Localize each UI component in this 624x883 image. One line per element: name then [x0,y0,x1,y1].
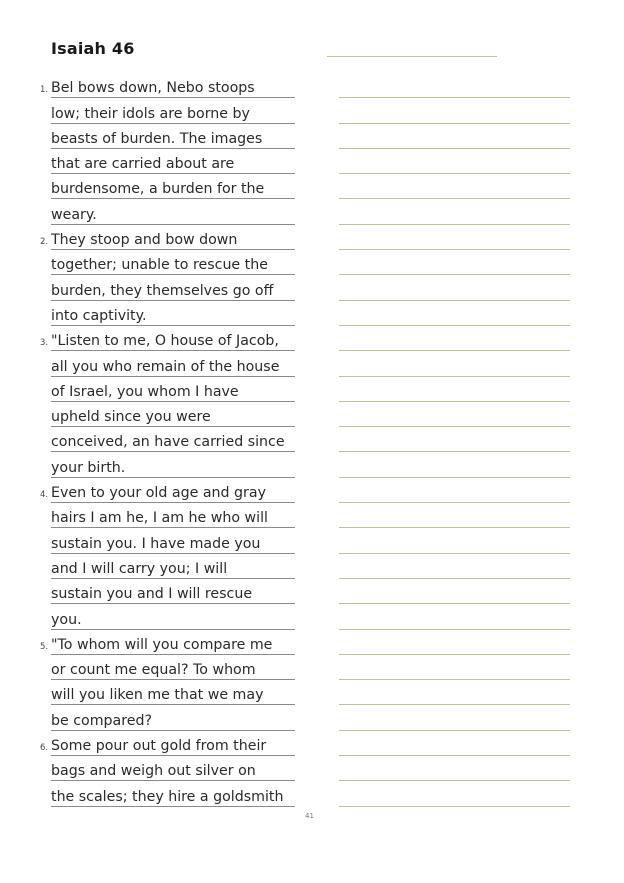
verse-line [0,73,300,98]
writing-line[interactable] [339,478,570,503]
verse-line-text: be compared? [51,712,153,729]
verse-line [0,149,300,174]
verse-line-text: conceived, an have carried since [51,434,285,451]
verse-line-text: your birth. [51,459,126,476]
verse-line [0,98,300,123]
verse-number: 5. [40,641,49,652]
verse-line-text: Some pour out gold from their [51,738,267,755]
page-title: Isaiah 46 [51,39,135,58]
verse-line [0,377,300,402]
writing-line-rule [339,806,570,807]
verse-line-text: beasts of burden. The images [51,130,263,147]
writing-line[interactable] [339,452,570,477]
writing-line[interactable] [339,301,570,326]
writing-line[interactable] [339,604,570,629]
verse-line [0,275,300,300]
verse-line [0,402,300,427]
verse-number: 6. [40,743,49,754]
verse-line-text: low; their idols are borne by [51,105,250,122]
writing-line[interactable] [339,377,570,402]
verse-line [0,680,300,705]
verse-line [0,478,300,503]
verse-line [0,250,300,275]
writing-line[interactable] [339,73,570,98]
writing-line[interactable] [339,630,570,655]
verse-line [0,528,300,553]
verse-number: 3. [40,338,49,349]
writing-line[interactable] [339,503,570,528]
verse-line [0,351,300,376]
writing-line[interactable] [339,326,570,351]
underline-rule [51,806,295,807]
verse-line [0,630,300,655]
verse-line-text: bags and weigh out silver on [51,763,256,780]
writing-line[interactable] [339,402,570,427]
verse-line [0,503,300,528]
verse-line-text: "Listen to me, O house of Jacob, [51,333,279,350]
verse-line-text: and I will carry you; I will [51,560,228,577]
writing-line[interactable] [339,427,570,452]
verse-line-text: the scales; they hire a goldsmith [51,788,284,805]
writing-line[interactable] [339,124,570,149]
verse-line [0,705,300,730]
writing-line[interactable] [339,275,570,300]
verse-line [0,579,300,604]
verse-line [0,427,300,452]
verse-line-text: into captivity. [51,307,147,324]
verse-line-text: burden, they themselves go off [51,282,274,299]
verse-line-text: or count me equal? To whom [51,662,256,679]
verse-line [0,604,300,629]
writing-line[interactable] [339,351,570,376]
verse-line [0,225,300,250]
verse-line-text: of Israel, you whom I have [51,383,239,400]
verse-line-text: sustain you. I have made you [51,535,261,552]
writing-line[interactable] [339,680,570,705]
verse-line [0,124,300,149]
writing-line[interactable] [339,149,570,174]
verse-line [0,326,300,351]
writing-line[interactable] [339,250,570,275]
writing-line[interactable] [339,756,570,781]
verse-line [0,756,300,781]
verse-line [0,174,300,199]
verse-line [0,781,300,806]
verse-line-text: weary. [51,206,97,223]
verse-line-text: will you liken me that we may [51,687,264,704]
writing-line[interactable] [339,655,570,680]
title-writing-line[interactable] [327,56,497,57]
writing-line[interactable] [339,579,570,604]
writing-line[interactable] [339,554,570,579]
verse-line-text: all you who remain of the house [51,358,280,375]
writing-line[interactable] [339,174,570,199]
verse-line-text: Bel bows down, Nebo stoops [51,80,255,97]
verse-text-column [0,73,300,807]
verse-line [0,452,300,477]
verse-line [0,301,300,326]
writing-practice-column [339,73,570,807]
verse-number: 2. [40,237,49,248]
page-number: 41 [305,812,314,820]
verse-line [0,731,300,756]
verse-line [0,655,300,680]
verse-line-text: They stoop and bow down [51,232,238,249]
verse-line-text: you. [51,611,82,628]
verse-line-text: upheld since you were [51,409,211,426]
writing-line[interactable] [339,731,570,756]
writing-line[interactable] [339,199,570,224]
writing-line[interactable] [339,528,570,553]
verse-line [0,199,300,224]
verse-line-text: hairs I am he, I am he who will [51,510,268,527]
verse-line-text: that are carried about are [51,156,235,173]
verse-line-text: "To whom will you compare me [51,636,273,653]
writing-line[interactable] [339,98,570,123]
verse-line-text: burdensome, a burden for the [51,181,265,198]
verse-number: 4. [40,490,49,501]
writing-line[interactable] [339,781,570,806]
verse-line-text: sustain you and I will rescue [51,586,253,603]
verse-line [0,554,300,579]
writing-line[interactable] [339,705,570,730]
writing-line[interactable] [339,225,570,250]
verse-line-text: together; unable to rescue the [51,257,268,274]
verse-number: 1. [40,85,49,96]
verse-line-text: Even to your old age and gray [51,485,266,502]
